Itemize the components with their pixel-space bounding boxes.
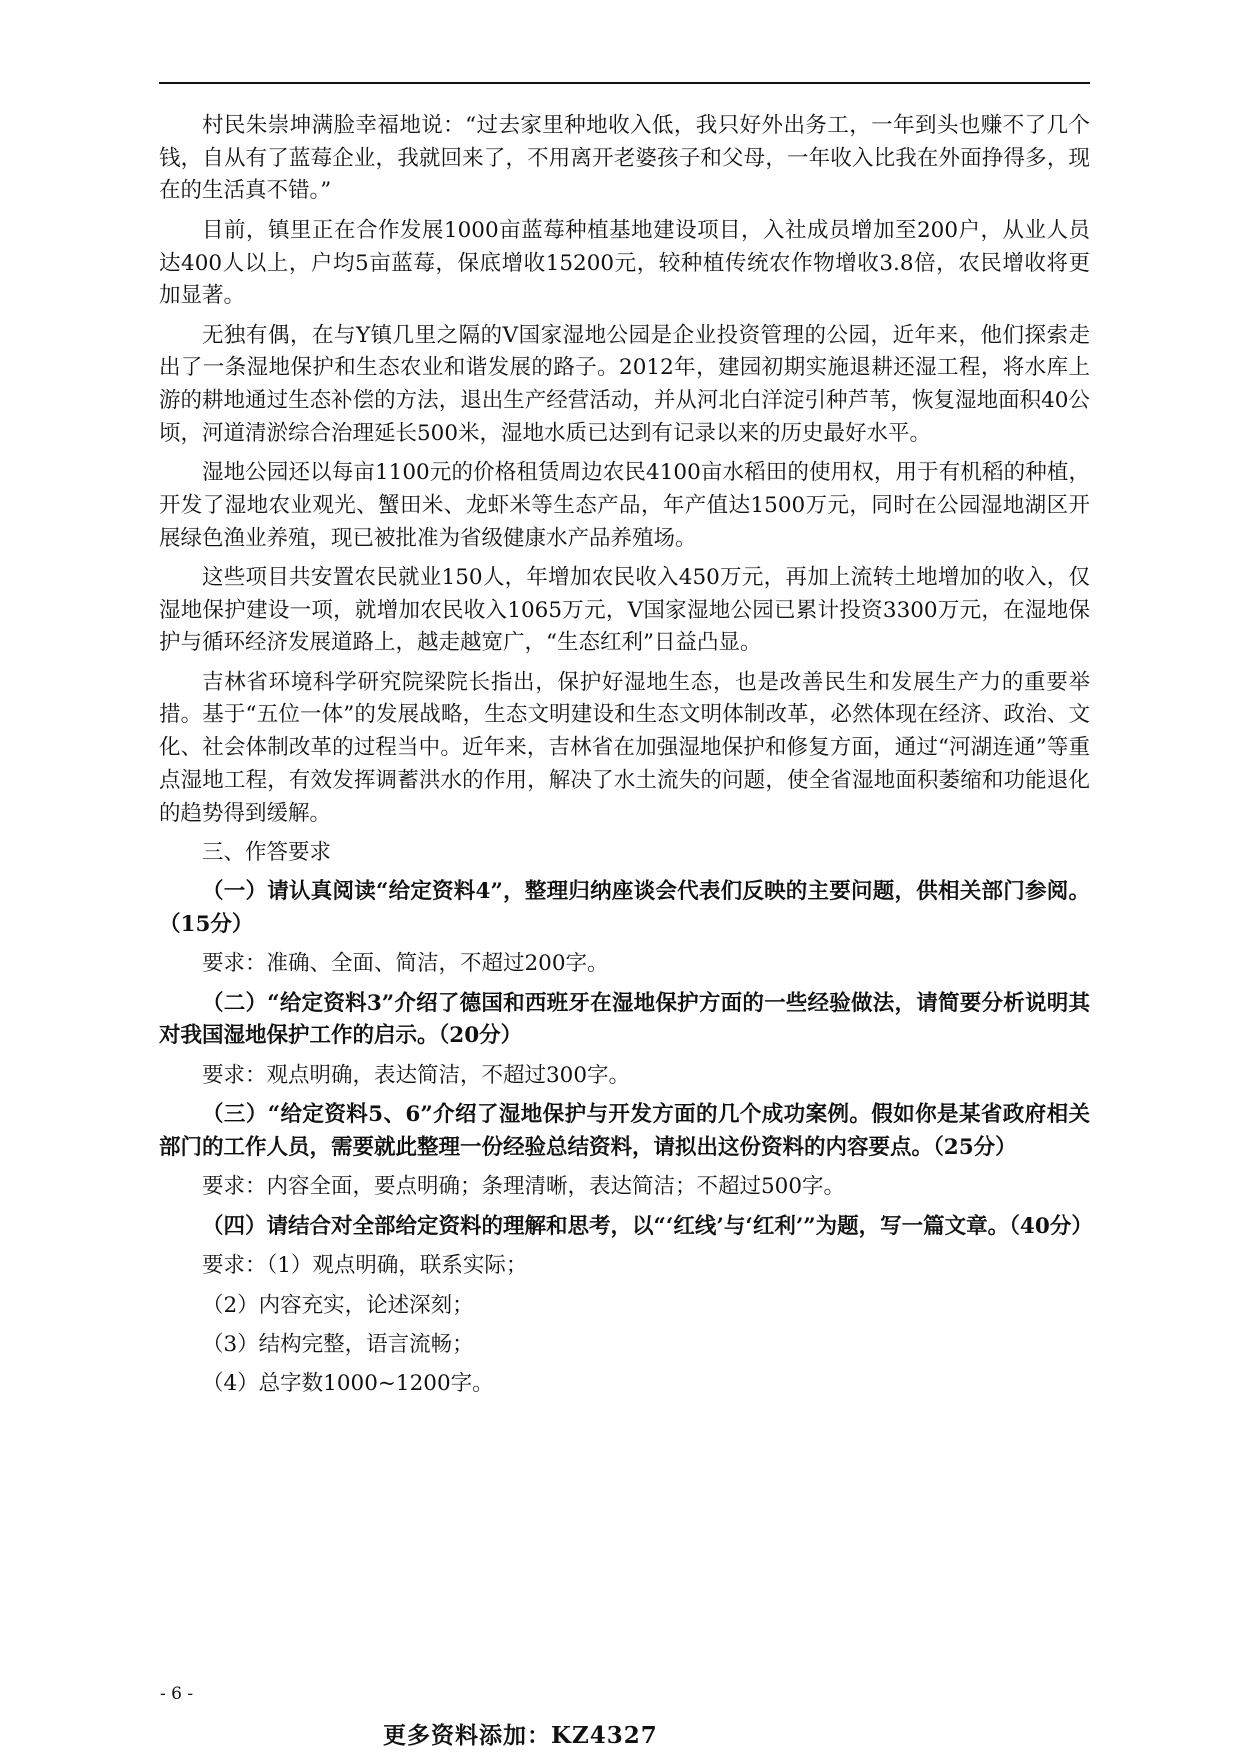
question-4: （四）请结合对全部给定资料的理解和思考，以“‘红线’与‘红利’”为题，写一篇文章。（40分） (202, 1213, 1093, 1239)
paragraph: 村民朱崇坤满脸幸福地说：“过去家里种地收入低，我只好外出务工，一年到头也赚不了几个钱，自从有了蓝莓企业，我就回来了，不用离开老婆孩子和父母，一年收入比我在外面挣得多，现在的生活真不错。” (159, 113, 1090, 204)
header-rule (159, 82, 1090, 84)
question-1-requirement: 要求：准确、全面、简洁，不超过200字。 (202, 951, 609, 977)
question-3-requirement: 要求：内容全面，要点明确；条理清晰，表达简洁；不超过500字。 (202, 1174, 846, 1200)
question-1: （一）请认真阅读“给定资料4”，整理归纳座谈会代表们反映的主要问题，供相关部门参阅。（15分） (159, 879, 1090, 937)
section-heading: 三、作答要求 (202, 839, 332, 865)
question-3: （三）“给定资料5、6”介绍了湿地保护与开发方面的几个成功案例。假如你是某省政府相关部门的工作人员，需要就此整理一份经验总结资料，请拟出这份资料的内容要点。（25分） (159, 1102, 1090, 1160)
question-2-requirement: 要求：观点明确，表达简洁，不超过300字。 (202, 1062, 631, 1088)
paragraph: 无独有偶，在与Y镇几里之隔的V国家湿地公园是企业投资管理的公园，近年来，他们探索走出了一条湿地保护和生态农业和谐发展的路子。2012年，建园初期实施退耕还湿工程，将水库上游的耕地通过生态补偿的方法，退出生产经营活动，并从河北白洋淀引种芦苇，恢复湿地面积40公顷，河道清淤综合治理延长500米，湿地水质已达到有记录以来的历史最好水平。 (159, 322, 1090, 446)
paragraph: 目前，镇里正在合作发展1000亩蓝莓种植基地建设项目，入社成员增加至200户，从业人员达400人以上，户均5亩蓝莓，保底增收15200元，较种植传统农作物增收3.8倍，农民增收将更加显著。 (159, 217, 1090, 309)
document-body (159, 110, 1093, 1408)
question-4-requirement: （4）总字数1000~1200字。 (202, 1371, 494, 1397)
question-4-requirement: 要求：（1）观点明确，联系实际； (202, 1253, 528, 1279)
paragraph: 这些项目共安置农民就业150人，年增加农民收入450万元，再加上流转土地增加的收入，仅湿地保护建设一项，就增加农民收入1065万元，V国家湿地公园已累计投资3300万元，在湿地保护与循环经济发展道路上，越走越宽广，“生态红利”日益凸显。 (159, 564, 1090, 656)
paragraph: 吉林省环境科学研究院梁院长指出，保护好湿地生态，也是改善民生和发展生产力的重要举措。基于“五位一体”的发展战略，生态文明建设和生态文明体制改革，必然体现在经济、政治、文化、社会体制改革的过程当中。近年来，吉林省在加强湿地保护和修复方面，通过“河湖连通”等重点湿地工程，有效发挥调蓄洪水的作用，解决了水土流失的问题，使全省湿地面积萎缩和功能退化的趋势得到缓解。 (159, 669, 1090, 826)
page-number: - 6 - (160, 1684, 194, 1704)
footer-note: 更多资料添加：KZ4327 (383, 1722, 658, 1749)
question-4-requirement: （3）结构完整，语言流畅； (202, 1331, 474, 1357)
question-2: （二）“给定资料3”介绍了德国和西班牙在湿地保护方面的一些经验做法，请简要分析说明其对我国湿地保护工作的启示。（20分） (159, 990, 1090, 1049)
question-4-requirement: （2）内容充实，论述深刻； (202, 1292, 474, 1318)
paragraph: 湿地公园还以每亩1100元的价格租赁周边农民4100亩水稻田的使用权，用于有机稻的种植，开发了湿地农业观光、蟹田米、龙虾米等生态产品，年产值达1500万元，同时在公园湿地湖区开展绿色渔业养殖，现已被批准为省级健康水产品养殖场。 (159, 460, 1090, 551)
